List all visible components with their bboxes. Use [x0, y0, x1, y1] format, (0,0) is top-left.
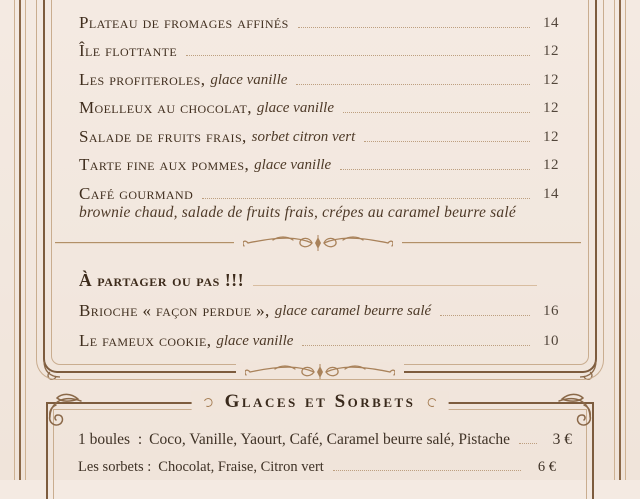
item-price: 12 [543, 71, 559, 88]
menu-item-row [79, 145, 559, 174]
page-frame-line [614, 0, 615, 480]
item-detail: glace vanille [256, 100, 334, 116]
menu-item-row [79, 88, 559, 117]
item-name: Le fameux cookie, [79, 330, 212, 350]
item-name: Île flottante [79, 41, 178, 60]
menu-item-row [79, 290, 559, 320]
glaces-row-flavors: Coco, Vanille, Yaourt, Café, Caramel beurre salé, Pistache [149, 430, 511, 448]
item-detail: glace vanille [216, 332, 294, 349]
page-frame-line [625, 0, 626, 480]
item-price: 12 [543, 128, 559, 145]
dotted-leader [296, 84, 530, 85]
item-name: Salade de fruits frais, [79, 126, 247, 146]
corner-curl-icon [579, 360, 599, 380]
page-frame-line [14, 0, 15, 480]
glaces-row-label: Les sorbets : [78, 458, 152, 475]
dotted-leader [343, 112, 530, 113]
item-detail: glace vanille [254, 157, 332, 173]
item-price: 12 [543, 43, 559, 59]
dotted-leader [340, 169, 530, 170]
glaces-row-label: 1 boules : [78, 430, 143, 448]
divider-flourish-icon [234, 233, 402, 253]
section-divider [55, 236, 581, 252]
dotted-leader [298, 27, 530, 28]
dotted-leader [440, 315, 530, 316]
share-section-header [79, 260, 559, 290]
item-name: Moelleux au chocolat, [79, 98, 252, 117]
item-name: Plateau de fromages affinés [79, 12, 289, 32]
menu-item-row [79, 59, 559, 88]
desserts-panel [43, 0, 597, 373]
share-section-title: À partager ou pas !!! [79, 270, 245, 290]
page-frame-line [619, 0, 621, 480]
glaces-panel [46, 391, 594, 499]
item-name: Tarte fine aux pommes, [79, 155, 250, 174]
dotted-leader [519, 443, 537, 444]
item-name: Les profiteroles, [79, 69, 206, 89]
curl-terminal-icon [426, 396, 438, 408]
corner-ornament-icon [40, 389, 82, 433]
solid-leader [253, 285, 537, 286]
glaces-row-price: 6 € [537, 458, 556, 475]
dotted-leader [364, 141, 530, 142]
glaces-row-price: 3 € [552, 430, 573, 448]
page-frame-line [19, 0, 21, 480]
menu-item-row [79, 173, 559, 202]
corner-ornament-icon [558, 389, 600, 433]
item-price: 16 [543, 303, 559, 319]
dotted-leader [202, 198, 530, 199]
item-name: Café gourmand [79, 183, 194, 203]
item-detail: glace vanille [210, 71, 288, 88]
item-price: 14 [543, 185, 559, 202]
item-price: 10 [543, 332, 559, 349]
glaces-section-header [192, 391, 449, 413]
cafe-gourmand-description: brownie chaud, salade de fruits frais, crépes au caramel beurre salé [79, 203, 516, 221]
page-frame-line [25, 0, 26, 480]
glaces-row [78, 420, 573, 448]
curl-terminal-icon [202, 396, 214, 408]
item-name: Brioche « façon perdue », [79, 301, 270, 320]
glaces-row-flavors: Chocolat, Fraise, Citron vert [158, 458, 324, 475]
menu-item-row [79, 116, 559, 145]
menu-item-row [79, 319, 559, 349]
item-price: 14 [543, 14, 559, 31]
glaces-section-title: Glaces et Sorbets [224, 391, 416, 412]
dotted-leader [333, 470, 521, 471]
menu-item-row [79, 2, 559, 31]
corner-curl-icon [41, 360, 61, 380]
dotted-leader [186, 55, 530, 56]
item-detail: glace caramel beurre salé [274, 303, 432, 319]
glaces-row [78, 447, 556, 474]
item-detail: sorbet citron vert [251, 128, 356, 145]
item-price: 12 [543, 157, 559, 173]
dotted-leader [302, 345, 530, 346]
panel-bottom-flourish-icon [236, 362, 404, 382]
glaces-list [48, 404, 592, 474]
menu-item-row [79, 31, 559, 60]
item-price: 12 [543, 100, 559, 116]
desserts-list [45, 0, 595, 349]
